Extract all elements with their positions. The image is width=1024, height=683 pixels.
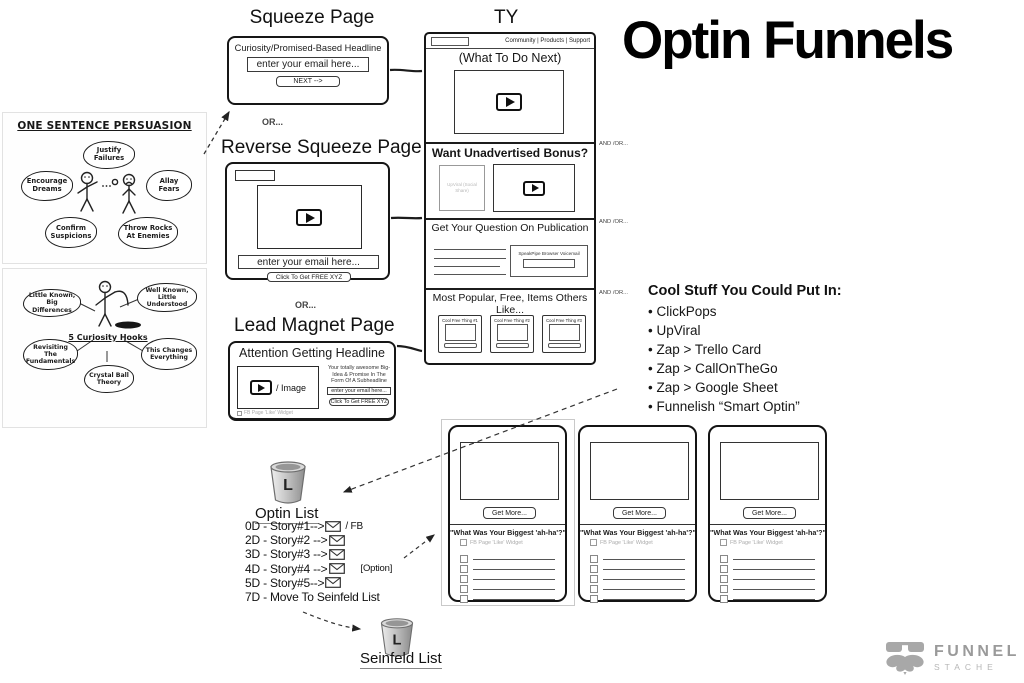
play-button-icon[interactable] bbox=[496, 93, 522, 111]
comment-checkbox[interactable] bbox=[720, 555, 728, 563]
comment-line bbox=[473, 599, 555, 600]
sequence-note: / FB bbox=[345, 520, 363, 532]
play-button-icon[interactable] bbox=[296, 209, 322, 226]
comment-line bbox=[733, 579, 815, 580]
stick-figures-talking bbox=[75, 169, 145, 219]
text-line bbox=[434, 258, 506, 259]
lead-magnet-title: Lead Magnet Page bbox=[234, 315, 395, 336]
comment-row bbox=[720, 565, 815, 573]
get-more-button[interactable]: Get More... bbox=[483, 507, 536, 519]
voicemail-input[interactable] bbox=[523, 259, 575, 268]
followup-headline: "What Was Your Biggest 'ah-ha'?" bbox=[580, 528, 696, 537]
sequence-text: 2D - Story#2 --> bbox=[245, 533, 328, 548]
mustache-glasses-icon bbox=[884, 640, 926, 676]
lead-headline: Attention Getting Headline bbox=[239, 346, 385, 360]
followup-page-1 bbox=[448, 425, 567, 602]
email-sequence bbox=[245, 519, 392, 604]
reverse-email-input[interactable]: enter your email here... bbox=[238, 255, 379, 269]
comment-row bbox=[720, 585, 815, 593]
curiosity-sketch bbox=[2, 268, 207, 428]
followup-page-3 bbox=[708, 425, 827, 602]
lead-email-input[interactable]: enter your email here... bbox=[327, 387, 391, 395]
ty-bonus-video-box bbox=[493, 164, 575, 212]
comment-checkbox[interactable] bbox=[460, 555, 468, 563]
section-divider bbox=[426, 288, 594, 290]
bubble-crystal-ball: Crystal Ball Theory bbox=[84, 365, 134, 393]
seinfeld-list-label: Seinfeld List bbox=[360, 650, 442, 667]
fb-like-checkbox[interactable] bbox=[237, 411, 242, 416]
mini-button[interactable] bbox=[548, 343, 581, 348]
content-image-box bbox=[720, 442, 819, 500]
comment-checkbox[interactable] bbox=[720, 585, 728, 593]
lead-video-image-box bbox=[237, 366, 319, 409]
comment-line bbox=[473, 589, 555, 590]
page-title: Optin Funnels bbox=[622, 11, 953, 70]
fb-like-widget-label: FB Page 'Like' Widget bbox=[244, 410, 293, 416]
fb-like-checkbox[interactable] bbox=[460, 539, 467, 546]
sequence-row bbox=[245, 519, 392, 533]
fb-like-widget-label: FB Page 'Like' Widget bbox=[730, 539, 783, 546]
comment-row bbox=[460, 575, 555, 583]
get-more-button[interactable]: Get More... bbox=[613, 507, 666, 519]
comment-checkbox[interactable] bbox=[720, 565, 728, 573]
bucket-letter: L bbox=[392, 632, 402, 649]
mini-button[interactable] bbox=[444, 343, 477, 348]
comment-line bbox=[733, 589, 815, 590]
comment-line bbox=[603, 559, 685, 560]
bubble-allay-fears: Allay Fears bbox=[146, 170, 192, 201]
reverse-cta-button[interactable]: Click To Get FREE XYZ bbox=[267, 272, 351, 282]
comment-line bbox=[603, 579, 685, 580]
followup-headline: "What Was Your Biggest 'ah-ha'?" bbox=[450, 528, 566, 537]
cool-free-thing-card[interactable] bbox=[438, 315, 482, 353]
section-divider bbox=[580, 524, 695, 525]
cool-free-thing-card[interactable] bbox=[490, 315, 534, 353]
play-button-icon[interactable] bbox=[250, 380, 272, 395]
cool-stuff-item: • ClickPops bbox=[648, 302, 888, 321]
cool-stuff-item: • Zap > Google Sheet bbox=[648, 378, 888, 397]
sequence-note: [Option] bbox=[360, 563, 393, 575]
content-image-box bbox=[590, 442, 689, 500]
bubble-well-known: Well Known, Little Understood bbox=[137, 283, 197, 312]
comment-row bbox=[460, 565, 555, 573]
sequence-text: 7D - Move To Seinfeld List bbox=[245, 590, 380, 605]
comment-row bbox=[720, 575, 815, 583]
and-or-label-1: AND /OR... bbox=[599, 141, 628, 147]
cool-stuff-section bbox=[648, 283, 888, 416]
ty-popular-headline: Most Popular, Free, Items Others Like... bbox=[432, 292, 588, 316]
ty-page-frame bbox=[424, 32, 596, 365]
cool-free-thing-label: Cool Free Thing #2 bbox=[494, 318, 530, 323]
curiosity-title: 5 Curiosity Hooks bbox=[68, 333, 148, 342]
lead-subheadline: Your totally awesome Big-Idea & Promise In The Form Of A Subheadline bbox=[327, 365, 391, 385]
voicemail-label: SpeakPipe Browser Voicemail bbox=[518, 251, 580, 256]
content-image-box bbox=[460, 442, 559, 500]
text-line bbox=[434, 249, 506, 250]
upviral-social-box: UpViral (Social Share) bbox=[439, 165, 485, 211]
logo-text-funnel: FUNNEL bbox=[934, 643, 1020, 661]
cool-free-thing-label: Cool Free Thing #1 bbox=[442, 318, 478, 323]
persuasion-title: ONE SENTENCE PERSUASION bbox=[17, 120, 192, 132]
comment-line bbox=[603, 569, 685, 570]
email-envelope-icon bbox=[329, 563, 345, 574]
comment-checkbox[interactable] bbox=[590, 585, 598, 593]
image-label: / Image bbox=[275, 382, 306, 393]
cool-stuff-item: • Zap > Trello Card bbox=[648, 340, 888, 359]
bubble-this-changes-everything: This Changes Everything bbox=[141, 338, 197, 370]
bubble-revisiting-fundamentals: Revisiting The Fundamentals bbox=[23, 339, 78, 370]
cool-stuff-title: Cool Stuff You Could Put In: bbox=[648, 283, 842, 299]
optin-list-label: Optin List bbox=[255, 505, 319, 522]
comment-row bbox=[460, 595, 555, 603]
email-envelope-icon bbox=[329, 549, 345, 560]
email-envelope-icon bbox=[329, 535, 345, 546]
sequence-row bbox=[245, 576, 392, 590]
comment-line bbox=[473, 559, 555, 560]
comment-row bbox=[460, 585, 555, 593]
and-or-label-3: AND /OR... bbox=[599, 290, 628, 296]
comment-line bbox=[733, 559, 815, 560]
comment-line bbox=[733, 569, 815, 570]
comment-checkbox[interactable] bbox=[590, 565, 598, 573]
ty-nav[interactable]: Community | Products | Support bbox=[505, 38, 590, 44]
ty-page-title: TY bbox=[494, 7, 519, 28]
email-envelope-icon bbox=[325, 521, 341, 532]
bubble-justify-failures: Justify Failures bbox=[83, 141, 135, 169]
comment-row bbox=[720, 555, 815, 563]
fb-like-widget-label: FB Page 'Like' Widget bbox=[600, 539, 653, 546]
bubble-confirm-suspicions: Confirm Suspicions bbox=[45, 217, 97, 248]
sequence-text: 0D - Story#1--> bbox=[245, 519, 325, 534]
bubble-throw-rocks: Throw Rocks At Enemies bbox=[118, 217, 178, 249]
bubble-little-known: Little Known, Big Differences bbox=[23, 289, 81, 317]
ty-header bbox=[426, 34, 594, 49]
reverse-squeeze-frame bbox=[225, 162, 390, 280]
logo-placeholder-box bbox=[431, 37, 469, 46]
voicemail-box bbox=[510, 245, 588, 277]
thumbnail-box bbox=[445, 324, 476, 341]
section-divider bbox=[426, 142, 594, 144]
comment-line bbox=[473, 579, 555, 580]
squeeze-next-button[interactable]: NEXT --> bbox=[276, 76, 340, 87]
and-or-label-2: AND /OR... bbox=[599, 219, 628, 225]
sequence-text: 3D - Story#3 --> bbox=[245, 547, 328, 562]
comment-line bbox=[733, 599, 815, 600]
logo-text-stache: STACHE bbox=[934, 662, 998, 673]
comment-checkbox[interactable] bbox=[460, 595, 468, 603]
sequence-row bbox=[245, 547, 392, 561]
comment-checkbox[interactable] bbox=[460, 585, 468, 593]
cool-stuff-list bbox=[648, 302, 888, 416]
reverse-squeeze-title: Reverse Squeeze Page bbox=[221, 137, 422, 158]
cool-stuff-item: • UpViral bbox=[648, 321, 888, 340]
sequence-row bbox=[245, 562, 392, 576]
fb-like-widget-label: FB Page 'Like' Widget bbox=[470, 539, 523, 546]
comment-checkbox[interactable] bbox=[590, 595, 598, 603]
squeeze-page-frame bbox=[227, 36, 389, 105]
followup-page-2 bbox=[578, 425, 697, 602]
thumbnail-box bbox=[497, 324, 528, 341]
lead-cta-button[interactable]: Click To Get FREE XYZ bbox=[330, 398, 388, 405]
fb-like-checkbox[interactable] bbox=[590, 539, 597, 546]
sequence-text: 4D - Story#4 --> bbox=[245, 561, 328, 576]
comment-row bbox=[590, 555, 685, 563]
persuasion-sketch bbox=[2, 112, 207, 264]
get-more-button[interactable]: Get More... bbox=[743, 507, 796, 519]
comment-row bbox=[590, 575, 685, 583]
followup-headline: "What Was Your Biggest 'ah-ha'?" bbox=[710, 528, 826, 537]
sequence-row bbox=[245, 590, 392, 604]
comment-checkbox[interactable] bbox=[460, 565, 468, 573]
fb-like-checkbox[interactable] bbox=[720, 539, 727, 546]
cool-free-thing-card[interactable] bbox=[542, 315, 586, 353]
bubble-encourage-dreams: Encourage Dreams bbox=[21, 171, 73, 201]
cool-free-thing-label: Cool Free Thing #3 bbox=[546, 318, 582, 323]
comment-line bbox=[603, 589, 685, 590]
comment-row bbox=[460, 555, 555, 563]
sequence-text: 5D - Story#5--> bbox=[245, 575, 325, 590]
ty-headline: (What To Do Next) bbox=[458, 51, 562, 65]
comment-checkbox[interactable] bbox=[720, 595, 728, 603]
comment-row bbox=[720, 595, 815, 603]
section-divider bbox=[450, 524, 565, 525]
reverse-video-box bbox=[257, 185, 362, 249]
lead-magnet-frame bbox=[228, 341, 396, 421]
email-envelope-icon bbox=[325, 577, 341, 588]
comment-checkbox[interactable] bbox=[590, 555, 598, 563]
text-line bbox=[434, 274, 506, 275]
comment-line bbox=[473, 569, 555, 570]
comment-checkbox[interactable] bbox=[720, 575, 728, 583]
ty-bonus-headline: Want Unadvertised Bonus? bbox=[431, 146, 589, 160]
cool-stuff-item: • Funnelish “Smart Optin” bbox=[648, 397, 888, 416]
squeeze-page-title: Squeeze Page bbox=[249, 7, 375, 28]
thumbnail-box bbox=[549, 324, 580, 341]
comment-checkbox[interactable] bbox=[590, 575, 598, 583]
cool-stuff-item: • Zap > CallOnTheGo bbox=[648, 359, 888, 378]
text-line bbox=[434, 266, 500, 267]
comment-row bbox=[590, 595, 685, 603]
or-label-1: OR... bbox=[262, 117, 284, 127]
comment-row bbox=[590, 565, 685, 573]
ty-question-headline: Get Your Question On Publication bbox=[431, 222, 589, 234]
squeeze-headline: Curiosity/Promised-Based Headline bbox=[234, 43, 382, 53]
or-label-2: OR... bbox=[295, 300, 317, 310]
optin-list-bucket-icon bbox=[268, 459, 308, 505]
section-divider bbox=[426, 218, 594, 220]
comment-line bbox=[603, 599, 685, 600]
bucket-letter: L bbox=[283, 477, 293, 494]
squeeze-email-input[interactable]: enter your email here... bbox=[247, 57, 369, 72]
ty-video-box bbox=[454, 70, 564, 134]
comment-checkbox[interactable] bbox=[460, 575, 468, 583]
funnel-stache-logo bbox=[884, 640, 1020, 676]
comment-row bbox=[590, 585, 685, 593]
logo-placeholder-box bbox=[235, 170, 275, 181]
section-divider bbox=[710, 524, 825, 525]
sequence-row bbox=[245, 533, 392, 547]
play-button-icon[interactable] bbox=[523, 181, 545, 196]
mini-button[interactable] bbox=[496, 343, 529, 348]
